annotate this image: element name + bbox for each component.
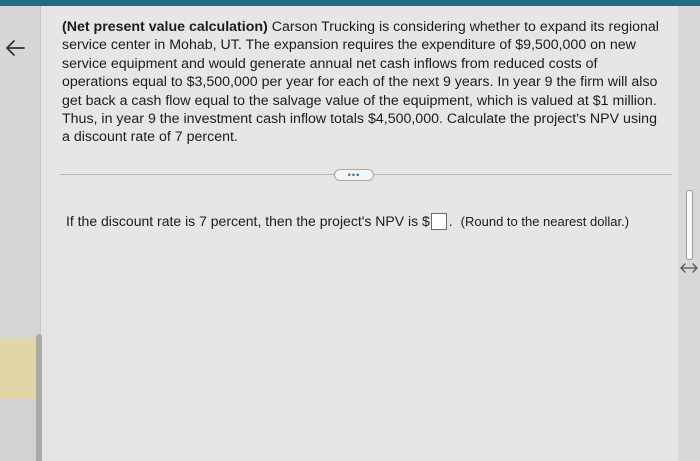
question-title: (Net present value calculation) — [62, 19, 268, 35]
resize-handle-icon[interactable] — [680, 262, 698, 274]
question-text — [62, 18, 666, 147]
back-arrow-icon[interactable] — [4, 36, 28, 60]
answer-period: . — [448, 213, 453, 229]
left-scrollbar[interactable] — [36, 334, 42, 461]
right-scrollbar-thumb[interactable] — [686, 190, 693, 260]
answer-line — [66, 211, 629, 232]
question-body: Carson Trucking is considering whether to expand its regional service center in Mohab, UT. The expansion requires the expenditure of $9,500,000 on new service equipment and would generate annual net cash inflows from reduced costs of operations equal to $3,500,000 per year for each of the next 9 years. In year 9 the firm will also get back a cash flow equal to the salvage value of the equipment, which is valued at $1 million. Thus, in year 9 the investment cash inflow totals $4,500,000. Calculate the project's NPV using a discount rate of 7 percent. — [62, 19, 659, 146]
answer-prompt: If the discount rate is 7 percent, then the project's NPV is $ — [66, 213, 430, 229]
npv-answer-input[interactable] — [431, 213, 447, 230]
left-rail — [0, 6, 41, 461]
rail-lower-panel — [0, 398, 38, 461]
question-panel — [48, 6, 678, 461]
expand-more-button[interactable]: ••• — [334, 169, 374, 181]
rounding-note: (Round to the nearest dollar.) — [460, 214, 630, 229]
rail-highlight — [0, 338, 38, 398]
